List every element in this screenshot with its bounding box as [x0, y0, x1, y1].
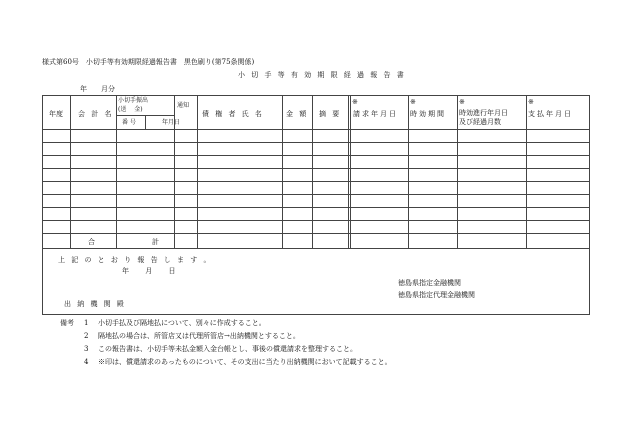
note-text: この報告書は、小切手等未払金額入金台帳とし、事後の償還請求を整理すること。: [98, 345, 357, 353]
note-text: 小切手払及び隔地払について、別々に作成すること。: [98, 319, 266, 327]
report-date: 年 月 日: [122, 267, 176, 275]
form-title: 小 切 手 等 有 効 期 限 経 過 報 告 書: [238, 71, 406, 79]
col-header-jikou: 時効期間: [410, 110, 446, 118]
col-header-nendo: 年度: [49, 110, 63, 118]
report-statement: 上 記 の と お り 報 告 し ま す 。: [58, 256, 213, 264]
col-header-saiken: 債 権 者 氏 名: [202, 110, 264, 118]
total-label: 計: [152, 238, 159, 246]
col-header-kaikei: 会 計 名: [78, 110, 114, 118]
col-header-kingaku: 金 額: [286, 110, 309, 118]
col-header-jikou-shinko: 時効進行年月日: [459, 109, 508, 117]
note-text: 隔地払の場合は、所管店又は代理所管店→出納機関とすること。: [98, 332, 300, 340]
notes-label: 備考: [60, 319, 74, 327]
report-addressee: 出 納 機 関 殿: [64, 300, 126, 308]
asterisk-mark: ※: [352, 98, 358, 106]
note-number: 2: [84, 332, 89, 340]
institution-agent: 徳島県指定代理金融機関: [398, 291, 475, 299]
col-header-jikou-keika: 及び経過月数: [459, 118, 501, 126]
note-number: 3: [84, 345, 89, 353]
col-header-seikyu: 請求年月日: [353, 110, 398, 118]
institution-designated: 徳島県指定金融機関: [398, 279, 461, 287]
col-header-check-issue: 小切手振出: [118, 97, 149, 104]
total-label: 合: [88, 238, 95, 246]
asterisk-mark: ※: [410, 98, 416, 106]
asterisk-mark: ※: [459, 98, 465, 106]
month-label: 年 月分: [80, 85, 115, 93]
form-header-label: 様式第60号 小切手等有効期限経過報告書 黒色刷り(第75条関係): [42, 58, 255, 66]
col-header-tekiyou: 摘 要: [319, 110, 342, 118]
note-number: 4: [84, 358, 89, 366]
col-header-nengappi: 年月日: [162, 119, 181, 126]
report-table: [42, 95, 590, 315]
col-header-shiharai: 支払年月日: [528, 110, 573, 118]
col-header-tsuchi: 通知: [177, 102, 190, 109]
asterisk-mark: ※: [528, 98, 534, 106]
col-header-check-issue-sokin: (送 金): [118, 106, 143, 113]
col-header-bango: 番 号: [122, 119, 136, 126]
note-number: 1: [84, 319, 89, 327]
note-text: ※印は、償還請求のあったものについて、その支出に当たり出納機関において記載すること。: [98, 358, 392, 366]
